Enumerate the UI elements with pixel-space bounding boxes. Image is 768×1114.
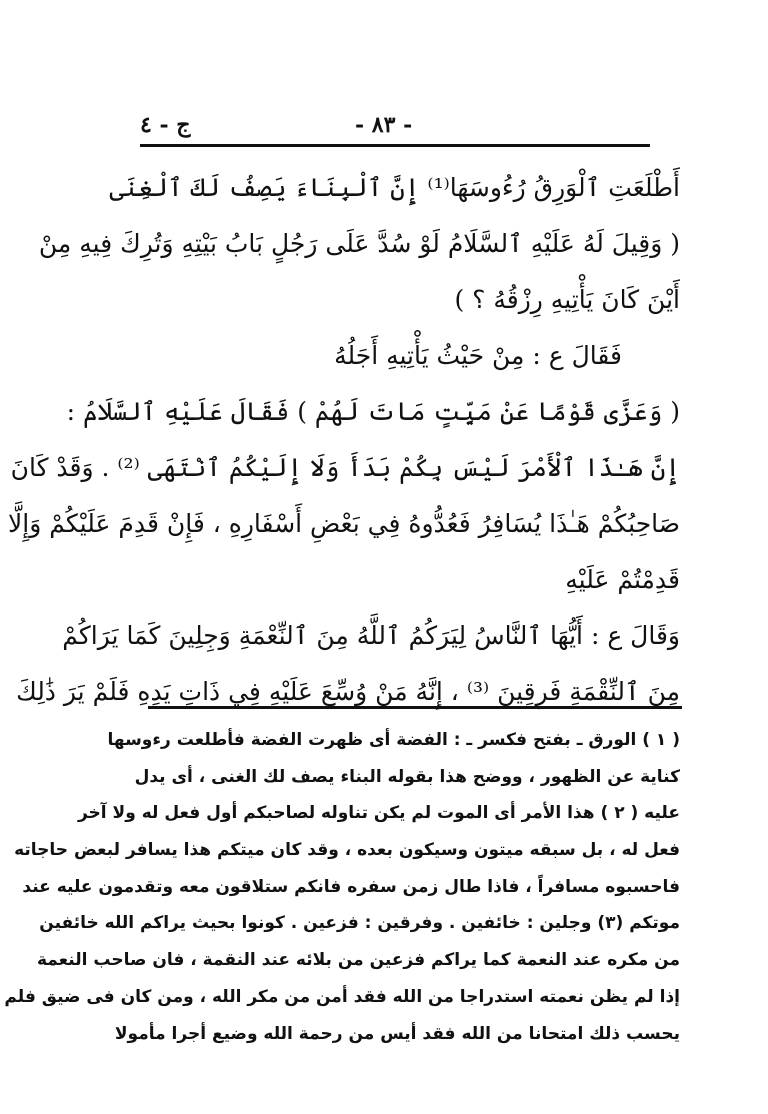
footnote-line-6: موتكم (٣) وجلين : خائفين . وفرقين : فزعين . كونوا بحيث يراكم الله خائفين — [39, 913, 680, 934]
main-line-1: أَطْلَعَتِ ٱلْوَرِقُ رُءُوسَهَا⁽¹⁾ إِنَّ ٱلْبِنَاءَ يَصِفُ لَكَ ٱلْغِنَى — [109, 173, 680, 202]
footnote-line-3: عليه ( ٢ ) هذا الأمر أى الموت لم يكن تناوله لصاحبكم أول فعل له ولا آخر — [77, 803, 680, 824]
footnote-line-9: يحسب ذلك امتحانا من الله فقد أيس من رحمة الله وضيع أجرا مأمولا — [114, 1023, 680, 1044]
footnote-line-4: فعل له ، بل سبقه ميتون وسيكون بعده ، وقد كان ميتكم هذا يسافر لبعض حاجاته — [14, 840, 680, 861]
footnote-separator — [148, 706, 682, 709]
footnote-line-8: إذا لم يظن نعمته استدراجا من الله فقد أمن من مكر الله ، ومن كان فى ضيق فلم — [4, 986, 680, 1007]
main-line-3: أَيْنَ كَانَ يَأْتِيهِ رِزْقُهُ ؟ ) — [454, 285, 680, 314]
main-line-8: قَدِمْتُمْ عَلَيْهِ — [565, 565, 680, 594]
footnote-line-1: ( ١ ) الورق ـ بفتح فكسر ـ : الفضة أى ظهرت الفضة فأطلعت رءوسها — [107, 730, 680, 750]
main-line-5: ( وَعَزَّى قَوْمًا عَنْ مَيِّتٍ مَاتَ لَهُمْ ) فَقَالَ عَلَيْهِ ٱلسَّلَامُ : — [66, 397, 680, 426]
main-line-2: ( وَقِيلَ لَهُ عَلَيْهِ ٱلسَّلَامُ لَوْ سُدَّ عَلَى رَجُلٍ بَابُ بَيْتِهِ وَتُرِكَ فِيهِ مِنْ — [38, 229, 680, 258]
footnote-line-2: كناية عن الظهور ، ووضح هذا بقوله البناء يصف لك الغنى ، أى يدل — [134, 766, 680, 787]
main-line-9: وَقَالَ ع : أَيُّهَا ٱلنَّاسُ لِيَرَكُمُ ٱللَّهُ مِنَ ٱلنِّعْمَةِ وَجِلِينَ كَمَا يَرَاكُمْ — [62, 621, 680, 650]
footnote-line-7: من مكره عند النعمة كما يراكم فزعين من بلائه عند النقمة ، فان صاحب النعمة — [36, 950, 680, 971]
page-header — [140, 108, 650, 144]
header-rule — [140, 144, 650, 147]
page-number: - ٨٣ - — [355, 112, 413, 138]
main-line-7: صَاحِبُكُمْ هَـٰذَا يُسَافِرُ فَعُدُّوهُ فِي بَعْضِ أَسْفَارِهِ ، فَإِنْ قَدِمَ عَلَيْكُمْ وَإِلَّا — [8, 509, 680, 538]
main-text — [8, 160, 680, 720]
main-line-10: مِنَ ٱلنِّقْمَةِ فَرِقِينَ ⁽³⁾ ، إِنَّهُ مَنْ وُسِّعَ عَلَيْهِ فِي ذَاتِ يَدِهِ فَلَمْ يَرَ ذَٰلِكَ — [16, 677, 680, 706]
footnotes — [4, 722, 680, 1052]
main-line-6: إِنَّ هَـٰذَا ٱلْأَمْرَ لَيْسَ بِكُمْ بَدَأَ وَلَا إِلَيْكُمُ ٱنْتَهَى ⁽²⁾ . وَقَدْ كَانَ — [10, 453, 680, 482]
main-line-4: فَقَالَ ع : مِنْ حَيْثُ يَأْتِيهِ أَجَلُهُ — [334, 341, 622, 370]
footnote-line-5: فاحسبوه مسافراً ، فاذا طال زمن سفره فانكم ستلاقون معه وتقدمون عليه عند — [22, 876, 680, 897]
volume-label: ج - ٤ — [140, 112, 191, 138]
